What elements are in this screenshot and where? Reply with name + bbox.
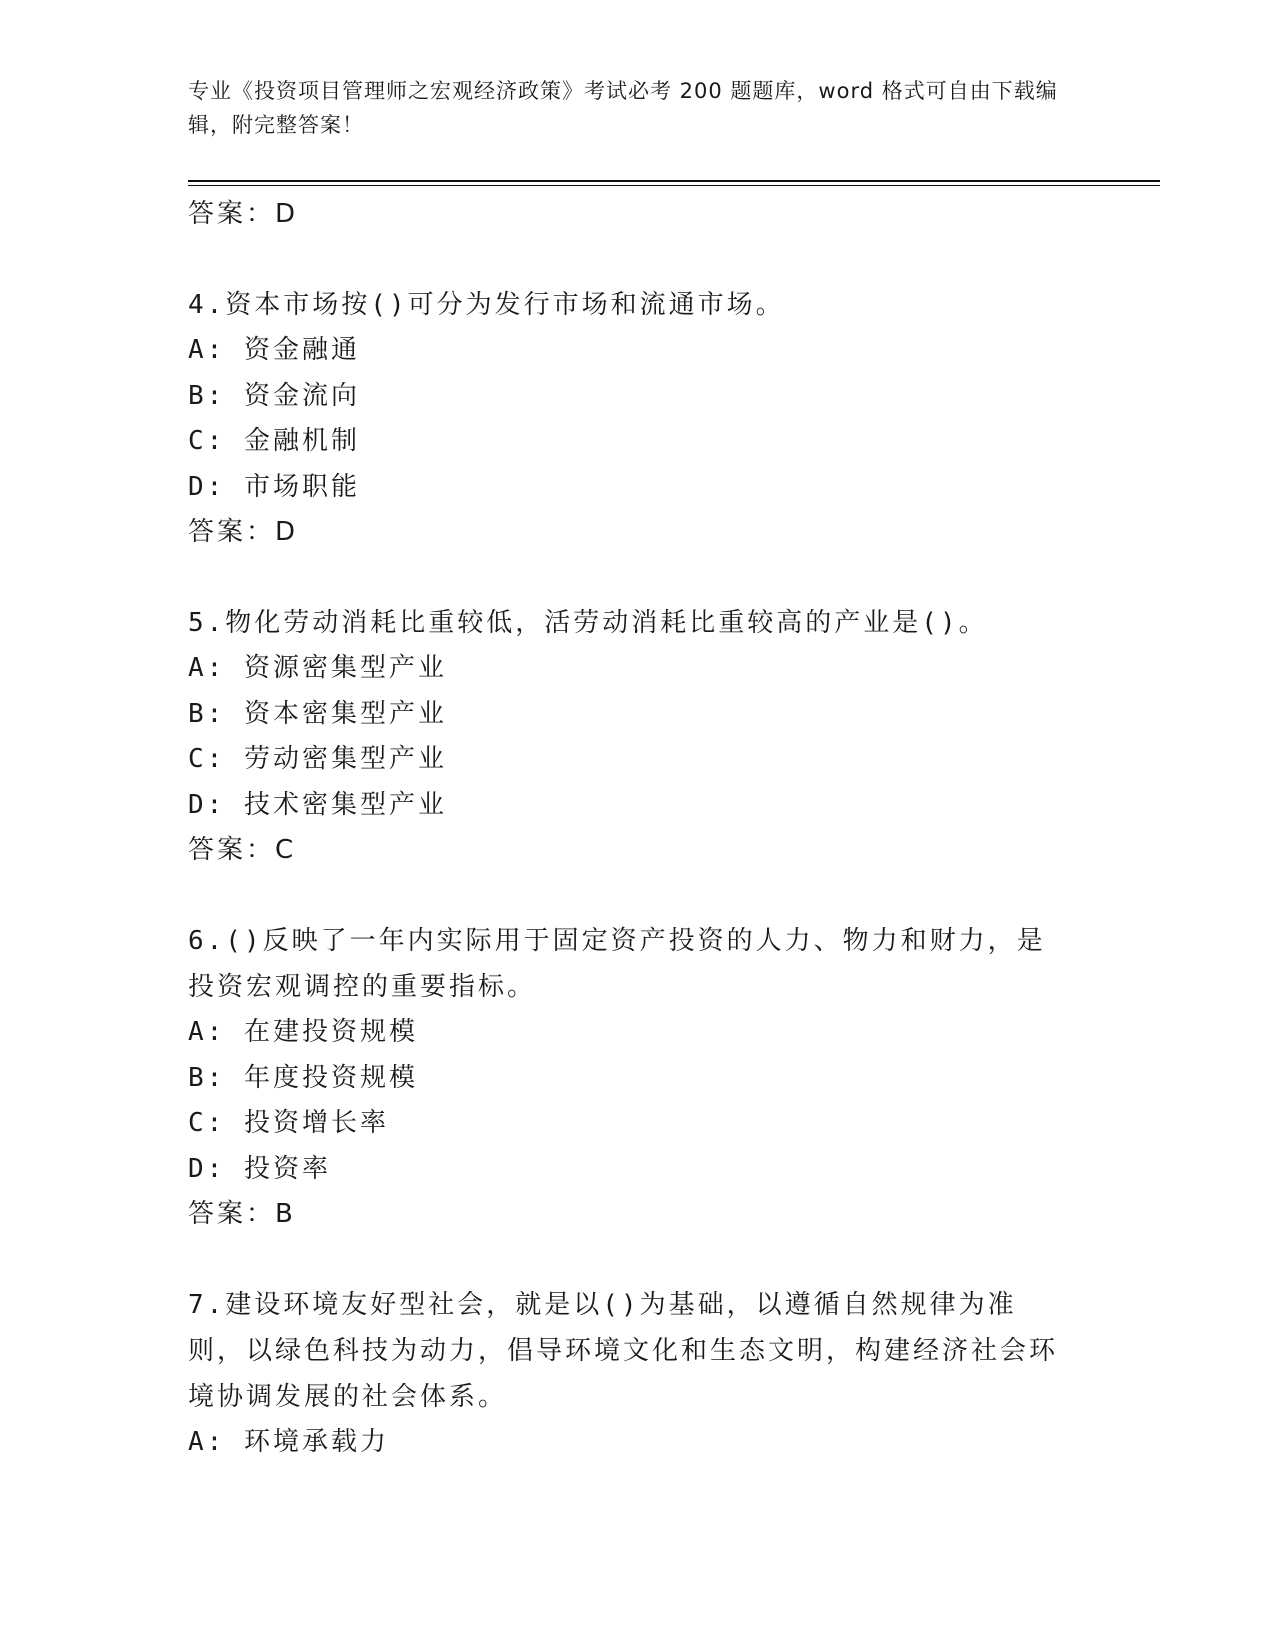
question-stem: 4.资本市场按()可分为发行市场和流通市场。	[188, 290, 785, 320]
question-stem: 6.()反映了一年内实际用于固定资产投资的人力、物力和财力，是投资宏观调控的重要指标。	[188, 926, 1046, 1002]
question-stem: 7.建设环境友好型社会，就是以()为基础，以遵循自然规律为准则，以绿色科技为动力，倡导环境文化和生态文明，构建经济社会环境协调发展的社会体系。	[188, 1290, 1059, 1412]
question-stem: 5.物化劳动消耗比重较低，活劳动消耗比重较高的产业是()。	[188, 608, 988, 638]
option-c: C: 金融机制	[188, 426, 360, 456]
option-b: B: 资本密集型产业	[188, 698, 447, 729]
answer-line	[188, 1192, 1068, 1237]
option-a: A: 在建投资规模	[188, 1017, 418, 1047]
option-c: C: 投资增长率	[188, 1108, 389, 1138]
question-7	[188, 1282, 1068, 1466]
option-c: C: 劳动密集型产业	[188, 744, 447, 774]
header-rule-thin	[188, 185, 1160, 186]
answer-value: C	[275, 835, 295, 865]
question-5	[188, 600, 1068, 873]
option-d: D: 投资率	[188, 1153, 331, 1184]
option-a: A: 资金融通	[188, 335, 360, 365]
option-a: A: 环境承载力	[188, 1427, 389, 1457]
answer-label: 答案：	[188, 1199, 276, 1229]
document-body	[188, 192, 1068, 1466]
header-text: 专业《投资项目管理师之宏观经济政策》考试必考 200 题题库，word 格式可自由下载编辑，附完整答案！	[188, 79, 1058, 137]
option-b: B: 年度投资规模	[188, 1062, 418, 1093]
option-d: D: 技术密集型产业	[188, 789, 447, 820]
question-4	[188, 282, 1068, 555]
header-rule-thick	[188, 180, 1160, 182]
answer-value: D	[275, 199, 297, 229]
answer-label: 答案：	[188, 835, 276, 865]
answer-value: D	[275, 517, 297, 547]
option-a: A: 资源密集型产业	[188, 653, 447, 683]
question-6	[188, 918, 1068, 1237]
answer-label: 答案：	[188, 199, 276, 229]
answer-value: B	[275, 1199, 294, 1229]
answer-line	[188, 192, 1068, 237]
answer-line	[188, 828, 1068, 873]
answer-label: 答案：	[188, 517, 276, 547]
option-b: B: 资金流向	[188, 380, 360, 411]
document-header	[188, 74, 1068, 142]
option-d: D: 市场职能	[188, 471, 360, 502]
answer-line	[188, 510, 1068, 555]
